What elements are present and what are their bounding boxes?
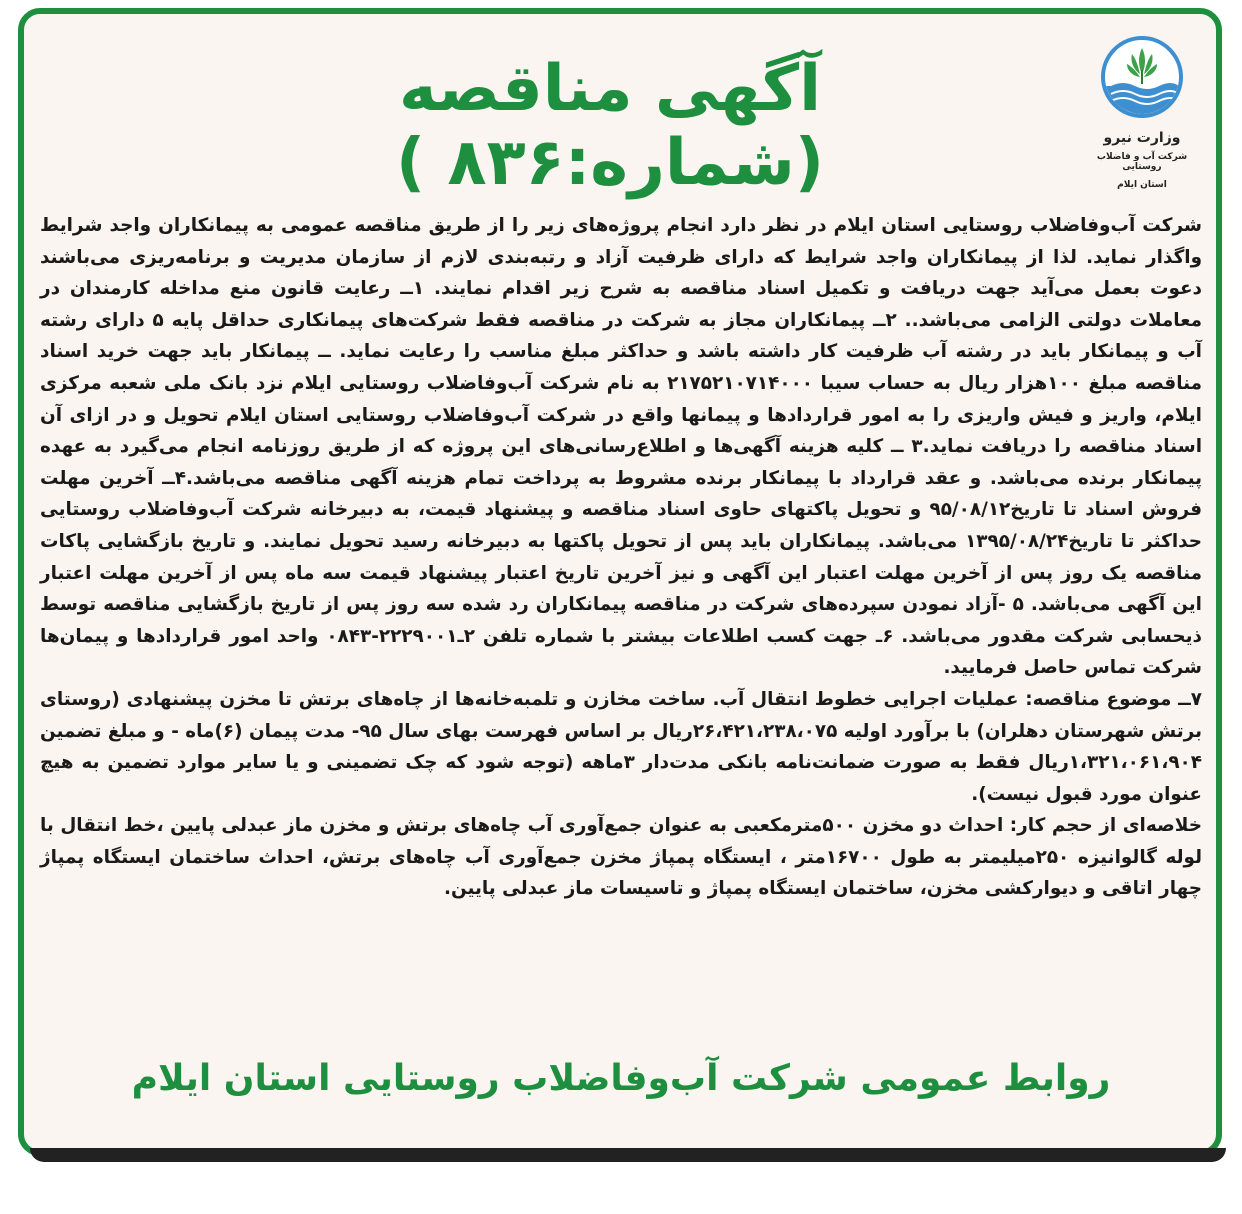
notice-title: آگهی مناقصه (شماره:۸۳۶ ) <box>395 52 825 200</box>
ministry-name: وزارت نیرو <box>1103 130 1181 146</box>
body-paragraph-main: شرکت آب‌وفاضلاب روستایی استان ایلام در نظر دارد انجام پروژه‌های زیر را از طریق مناقصه عمومی به پیمانکاران واجد شرایط واگذار نماید. لذا از پیمانکاران واجد شرایط که دارای ظرفیت آزاد و رتبه‌بندی لازم از سازمان مدیریت و برنامه‌ریزی می‌باشند دعوت بعمل می‌آید جهت دریافت و تکمیل اسناد مناقصه به شرح زیر اقدام نمایند. ۱ــ رعایت قانون منع مداخله کارمندان در معاملات دولتی الزامی می‌باشد.. ۲ــ پیمانکاران مجاز به شرکت در مناقصه فقط شرکت‌های پیمانکاری حداقل پایه ۵ دارای رشته آب و پیمانکار باید در رشته آب ظرفیت کار داشته باشد و حداکثر مبلغ مناسب را رعایت نماید. ــ پیمانکار باید جهت خرید اسناد مناقصه مبلغ ۱۰۰هزار ریال به حساب سیبا ۲۱۷۵۲۱۰۷۱۴۰۰۰ به نام شرکت آب‌وفاضلاب روستایی ایلام نزد بانک ملی شعبه مرکزی ایلام، واریز و فیش واریزی را به امور قراردادها و پیمانها واقع در شرکت آب‌وفاضلاب روستایی استان ایلام تحویل و در ازای آن اسناد مناقصه را دریافت نماید.۳ ــ کلیه هزینه آگهی‌ها و اطلاع‌رسانی‌های این پروژه که از طریق روزنامه انجام می‌گیرد به عهده پیمانکار برنده می‌باشد. و عقد قرارداد با پیمانکار برنده مشروط به پرداخت تمام هزینه آگهی مناقصه می‌باشد.۴ــ آخرین مهلت فروش اسناد تا تاریخ۹۵/۰۸/۱۲ و تحویل پاکتهای حاوی اسناد مناقصه و پیشنهاد قیمت، به دبیرخانه شرکت آب‌وفاضلاب روستایی حداکثر تا تاریخ۱۳۹۵/۰۸/۲۴ می‌باشد. پیمانکاران باید پس از تحویل پاکتها به دبیرخانه رسید تحویل نمایند. و تاریخ بازگشایی پاکات مناقصه یک روز پس از آخرین مهلت اعتبار این آگهی و نیز آخرین تاریخ اعتبار پیشنهاد قیمت سه ماه پس از آخرین مهلت اعتبار این آگهی می‌باشد. ۵ -آزاد نمودن سپرده‌های شرکت در مناقصه پیمانکاران رد شده سه روز پس از تاریخ بازگشایی مناقصه توسط ذیحسابی شرکت مقدور می‌باشد. ۶ـ جهت کسب اطلاعات بیشتر با شماره تلفن ۲ـ۲۲۲۹۰۰۱-۰۸۴۳ واحد امور قراردادها و پیمان‌ها شرکت تماس حاصل فرمایید. <box>40 215 1203 679</box>
footer-signature: روابط عمومی شرکت آب‌وفاضلاب روستایی استان ایلام <box>131 1058 1111 1099</box>
company-name-small: شرکت آب و فاضلاب روستایی <box>1096 152 1188 172</box>
body-paragraph-subject: ۷ــ موضوع مناقصه: عملیات اجرایی خطوط انتقال آب. ساخت مخازن و تلمبه‌خانه‌ها از چاه‌های برتش تا مخزن پیشنهادی (روستای برتش شهرستان دهلران) با برآورد اولیه ۲۶،۴۲۱،۲۳۸،۰۷۵ریال بر اساس فهرست بهای سال ۹۵- مدت پیمان (۶)ماه - و مبلغ تضمین ۱،۳۲۱،۰۶۱،۹۰۴ریال فقط به صورت ضمانت‌نامه بانکی مدت‌دار ۳ماهه (توجه شود که چک تضمینی و یا سایر موارد تضمین به هیچ عنوان مورد قبول نیست). <box>40 688 1203 805</box>
body-paragraph-scope: خلاصه‌ای از حجم کار: احداث دو مخزن ۵۰۰مترمکعبی به عنوان جمع‌آوری آب چاه‌های برتش و مخزن ماز عبدلی پایین ،خط انتقال با لوله گالوانیزه ۲۵۰میلیمتر به طول ۱۶۷۰۰متر ، ایستگاه پمپاژ مخزن جمع‌آوری آب چاه‌های برتش، احداث ساختمان ایستگاه پمپاژ چهار اتاقی و دیوارکشی مخزن، ساختمان ایستگاه پمپاژ و تاسیسات ماز عبدلی پایین. <box>40 815 1203 900</box>
notice-body <box>40 210 1202 905</box>
logo-block <box>1082 36 1202 190</box>
frame-shadow <box>30 1148 1226 1162</box>
ministry-logo-icon <box>1101 36 1183 118</box>
province-name-small: استان ایلام <box>1117 180 1167 190</box>
